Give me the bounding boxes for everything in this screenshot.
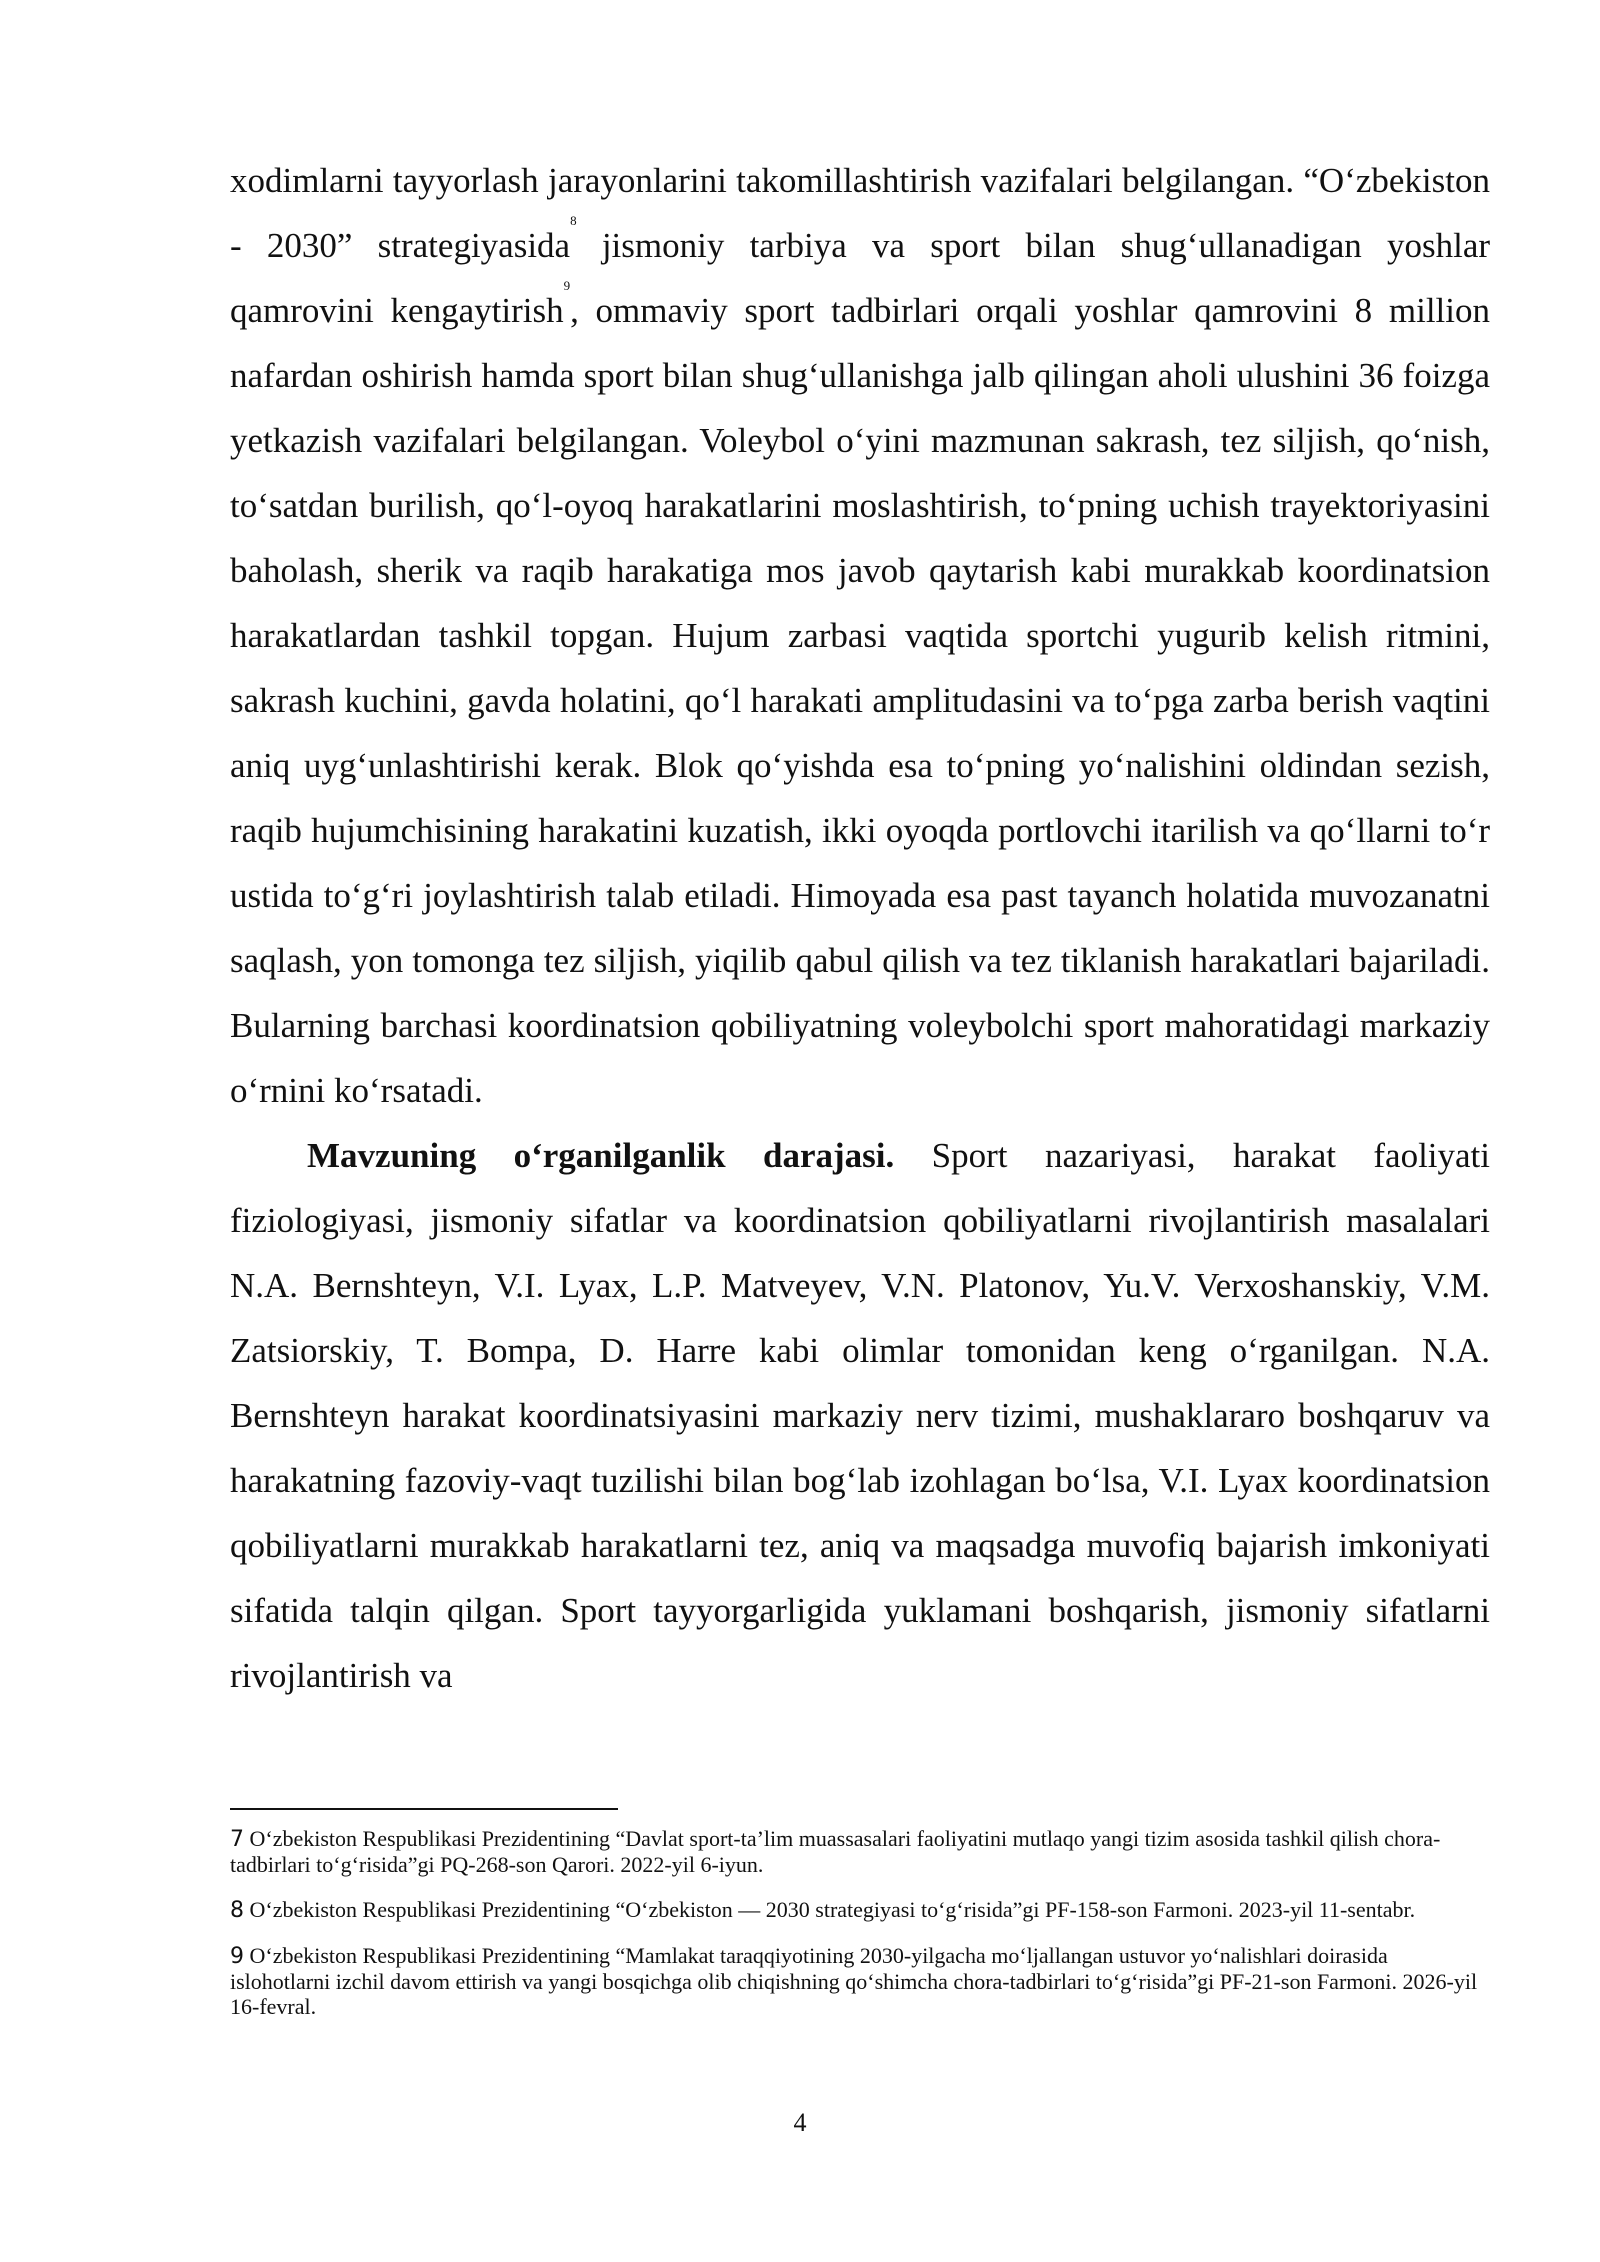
footnote-ref-9[interactable]: 9: [563, 278, 571, 293]
footnote-number: 7: [230, 1827, 244, 1852]
footnote-8: [230, 1897, 1490, 1923]
footnote-number: 9: [230, 1944, 244, 1969]
footnote-7: [230, 1826, 1490, 1877]
footnote-text: O‘zbekiston Respublikasi Prezidentining “O‘zbekiston — 2030 strategiyasi to‘g‘risida”gi PF-158-son Farmoni. 2023-yil 11-sentabr.: [244, 1897, 1416, 1922]
paragraph-1: [230, 148, 1490, 1123]
paragraph-text: jismoniy tarbiya va sport bilan shug‘ullanadigan yoshlar qamrovini kengaytirish: [230, 226, 1491, 330]
body-text: [230, 148, 1490, 1708]
footnote-separator: [230, 1808, 618, 1810]
footnotes: [230, 1826, 1490, 2039]
paragraph-2: [230, 1123, 1490, 1708]
footnote-text: O‘zbekiston Respublikasi Prezidentining “Mamlakat taraqqiyotining 2030-yilgacha mo‘ljallangan ustuvor yo‘nalishlari doirasida islohotlarni izchil davom ettirish va yangi bosqichga olib chiqishning qo‘shimcha chora-tadbirlari to‘g‘risida”gi PF-21-son Farmoni. 2026-yil 16-fevral.: [230, 1943, 1478, 2019]
footnote-ref-8[interactable]: 8: [570, 213, 577, 228]
footnote-text: O‘zbekiston Respublikasi Prezidentining “Davlat sport-ta’lim muassasalari faoliyatini mutlaqo yangi tizim asosida tashkil qilish chora-tadbirlari to‘g‘risida”gi PQ-268-son Qarori. 2022-yil 6-iyun.: [230, 1826, 1441, 1877]
page-number: 4: [793, 2108, 807, 2137]
paragraph-text: Sport nazariyasi, harakat faoliyati fiziologiyasi, jismoniy sifatlar va koordinatsion qobiliyatlarni rivojlantirish masalalari N.A. Bernshteyn, V.I. Lyax, L.P. Matveyev, V.N. Platonov, Yu.V. Verxoshanskiy, V.M. Zatsiorskiy, T. Bompa, D. Harre kabi olimlar tomonidan keng o‘rganilgan. N.A. Bernshteyn harakat koordinatsiyasini markaziy nerv tizimi, mushaklararo boshqaruv va harakatning fazoviy-vaqt tuzilishi bilan bog‘lab izohlagan bo‘lsa, V.I. Lyax koordinatsion qobiliyatlarni murakkab harakatlarni tez, aniq va maqsadga muvofiq bajarish imkoniyati sifatida talqin qilgan. Sport tayyorgarligida yuklamani boshqarish, jismoniy sifatlarni rivojlantirish va: [230, 1136, 1491, 1695]
paragraph-text: , ommaviy sport tadbirlari orqali yoshlar qamrovini 8 million nafardan oshirish hamda sport bilan shug‘ullanishga jalb qilingan aholi ulushini 36 foizga yetkazish vazifalari belgilangan. Voleybol o‘yini mazmunan sakrash, tez siljish, qo‘nish, to‘satdan burilish, qo‘l-oyoq harakatlarini moslashtirish, to‘pning uchish trayektoriyasini baholash, sherik va raqib harakatiga mos javob qaytarish kabi murakkab koordinatsion harakatlardan tashkil topgan. Hujum zarbasi vaqtida sportchi yugurib kelish ritmini, sakrash kuchini, gavda holatini, qo‘l harakati amplitudasini va to‘pga zarba berish vaqtini aniq uyg‘unlashtirishi kerak. Blok qo‘yishda esa to‘pning yo‘nalishini oldindan sezish, raqib hujumchisining harakatini kuzatish, ikki oyoqda portlovchi itarilish va qo‘llarni to‘r ustida to‘g‘ri joylashtirish talab etiladi. Himoyada esa past tayanch holatida muvozanatni saqlash, yon tomonga tez siljish, yiqilib qabul qilish va tez tiklanish harakatlari bajariladi. Bularning barchasi koordinatsion qobiliyatning voleybolchi sport mahoratidagi markaziy o‘rnini ko‘rsatadi.: [230, 291, 1490, 1110]
footnote-number: 8: [230, 1898, 244, 1923]
footnote-9: [230, 1943, 1490, 2019]
section-heading-inline: Mavzuning o‘rganilganlik darajasi.: [307, 1136, 895, 1175]
paragraph-text: xodimlarni tayyorlash jarayonlarini takomillashtirish vazifalari belgilangan. “O‘zbekiston - 2030” strategiyasida: [230, 161, 1490, 265]
